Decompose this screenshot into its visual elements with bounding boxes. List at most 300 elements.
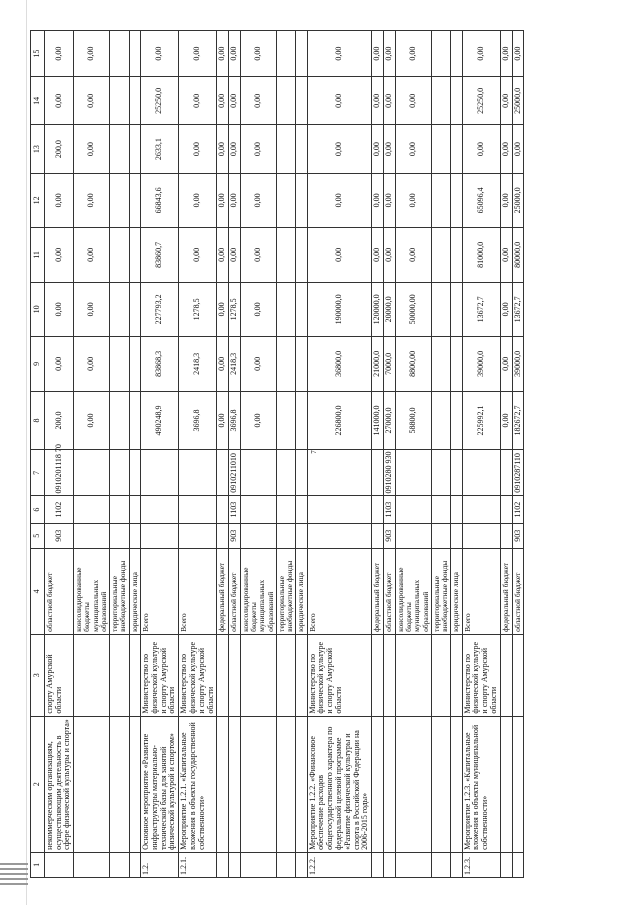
code-rzpr: 1103: [384, 496, 396, 523]
amount-cell: 0,00: [372, 173, 384, 228]
column-header: 3: [31, 634, 45, 716]
row-number: [372, 852, 384, 877]
amount-cell: [129, 31, 140, 77]
amount-cell: 0,00: [179, 31, 217, 77]
amount-cell: 0,00: [179, 173, 217, 228]
amount-cell: 0,00: [229, 173, 241, 228]
amount-cell: 0,00: [384, 77, 396, 125]
amount-cell: [431, 228, 451, 283]
amount-cell: [129, 77, 140, 125]
amount-cell: 0,00: [500, 391, 512, 450]
amount-cell: 39000,0: [462, 337, 500, 392]
amount-cell: 1278,5: [179, 282, 217, 337]
code-csr: 0910280 930: [384, 450, 396, 496]
amount-cell: 0,00: [512, 125, 524, 173]
page-number: 7: [309, 450, 318, 454]
amount-cell: [431, 31, 451, 77]
measure-name: Мероприятие 1.2.2. «Финансовое обеспечение расходов общегосударственного характера по федеральной целевой программе «Развитие физической культуры и спорта в Российской Федерации на 2006-2015 годы»: [307, 716, 372, 852]
amount-cell: 0,00: [240, 282, 276, 337]
amount-cell: 0,00: [44, 337, 73, 392]
executor: Министерство по физической культуре и спорту Амурской области: [462, 634, 500, 716]
table-row: [217, 31, 229, 878]
code-grbs: [110, 523, 130, 548]
amount-cell: 27000,0: [384, 391, 396, 450]
code-rzpr: 1102: [512, 496, 524, 523]
amount-cell: [451, 125, 462, 173]
column-header: 13: [31, 125, 45, 173]
amount-cell: 0,00: [229, 228, 241, 283]
code-rzpr: [217, 496, 229, 523]
row-number: [500, 852, 512, 877]
amount-cell: 0,00: [240, 228, 276, 283]
amount-cell: [110, 173, 130, 228]
code-rzpr: [276, 496, 296, 523]
funding-source: федеральный бюджет: [217, 548, 229, 634]
amount-cell: 0,00: [307, 31, 372, 77]
amount-cell: [276, 77, 296, 125]
executor: Министерство по физической культуре и спорту Амурской области: [179, 634, 217, 716]
funding-source: юридические лица: [129, 548, 140, 634]
table-row: [451, 31, 462, 878]
code-rzpr: [462, 496, 500, 523]
amount-cell: 0,00: [384, 125, 396, 173]
measure-name: Мероприятие 1.2.3. «Капитальные вложения в объекты муниципальной собственности»: [462, 716, 500, 852]
amount-cell: 0,00: [179, 228, 217, 283]
amount-cell: 0,00: [217, 228, 229, 283]
executor: [110, 634, 130, 716]
amount-cell: 0,00: [307, 77, 372, 125]
code-grbs: [217, 523, 229, 548]
amount-cell: 0,00: [307, 228, 372, 283]
amount-cell: [129, 228, 140, 283]
amount-cell: 2418,3: [229, 337, 241, 392]
code-csr: [500, 450, 512, 496]
column-header: 12: [31, 173, 45, 228]
amount-cell: 0,00: [44, 173, 73, 228]
amount-cell: [296, 173, 307, 228]
amount-cell: 0,00: [229, 31, 241, 77]
funding-source: областной бюджет: [512, 548, 524, 634]
amount-cell: [276, 125, 296, 173]
amount-cell: 182672,7: [512, 391, 524, 450]
amount-cell: [129, 337, 140, 392]
amount-cell: 25000,0: [512, 173, 524, 228]
executor: [395, 634, 431, 716]
funding-source: Всего: [140, 548, 178, 634]
amount-cell: 0,00: [240, 31, 276, 77]
code-csr: [431, 450, 451, 496]
amount-cell: [296, 337, 307, 392]
executor: [129, 634, 140, 716]
amount-cell: 0,00: [372, 228, 384, 283]
code-rzpr: [431, 496, 451, 523]
amount-cell: 0,00: [229, 125, 241, 173]
executor: спорту Амурской области: [44, 634, 73, 716]
amount-cell: 0,00: [179, 77, 217, 125]
amount-cell: 0,00: [74, 228, 110, 283]
funding-source: консолидированные бюджеты муниципальных образований: [74, 548, 110, 634]
amount-cell: 0,00: [44, 228, 73, 283]
code-rzpr: 1102: [44, 496, 73, 523]
amount-cell: 3696,8: [229, 391, 241, 450]
funding-source: территориальные внебюджетные фонды: [431, 548, 451, 634]
amount-cell: 0,00: [140, 31, 178, 77]
amount-cell: 0,00: [74, 337, 110, 392]
row-number: [431, 852, 451, 877]
amount-cell: 0,00: [74, 77, 110, 125]
amount-cell: 0,00: [217, 125, 229, 173]
measure-name: Мероприятие 1.2.1. «Капитальные вложения в объекты государственной собственности»: [179, 716, 217, 852]
executor: [296, 634, 307, 716]
code-csr: 0910201118 70: [44, 450, 73, 496]
amount-cell: 226800,0: [307, 391, 372, 450]
funding-source: Всего: [462, 548, 500, 634]
code-rzpr: [129, 496, 140, 523]
row-number: [395, 852, 431, 877]
executor: [384, 634, 396, 716]
amount-cell: 0,00: [217, 337, 229, 392]
row-number: [129, 852, 140, 877]
amount-cell: [451, 77, 462, 125]
executor: [217, 634, 229, 716]
amount-cell: 0,00: [372, 77, 384, 125]
funding-source: Всего: [179, 548, 217, 634]
funding-source: консолидированные бюджеты муниципальных образований: [240, 548, 276, 634]
table-row: [395, 31, 431, 878]
measure-name: [217, 716, 229, 852]
measure-name: [372, 716, 384, 852]
amount-cell: [296, 391, 307, 450]
amount-cell: 0,00: [384, 173, 396, 228]
amount-cell: 0,00: [395, 228, 431, 283]
code-csr: 0910287110: [512, 450, 524, 496]
code-rzpr: 1103: [229, 496, 241, 523]
amount-cell: 0,00: [500, 31, 512, 77]
amount-cell: 0,00: [462, 125, 500, 173]
amount-cell: [129, 391, 140, 450]
amount-cell: 0,00: [500, 337, 512, 392]
table-row: [500, 31, 512, 878]
code-rzpr: [296, 496, 307, 523]
row-number: [512, 852, 524, 877]
measure-name: Основное мероприятие «Развитие инфраструктуры материально-технической базы для занятий физической культурой и спортом»: [140, 716, 178, 852]
row-number: [276, 852, 296, 877]
amount-cell: 0,00: [217, 31, 229, 77]
code-csr: [110, 450, 130, 496]
amount-cell: [129, 125, 140, 173]
column-header: 15: [31, 31, 45, 77]
table-row: [179, 31, 217, 878]
table-row: [307, 31, 372, 878]
sheet-edge: [26, 0, 27, 905]
funding-source: юридические лица: [451, 548, 462, 634]
funding-source: федеральный бюджет: [372, 548, 384, 634]
amount-cell: 39000,0: [512, 337, 524, 392]
column-header: 11: [31, 228, 45, 283]
amount-cell: 7000,0: [384, 337, 396, 392]
amount-cell: 0,00: [179, 125, 217, 173]
header-row: [31, 31, 45, 878]
funding-source: Всего: [307, 548, 372, 634]
code-grbs: 903: [229, 523, 241, 548]
row-number: [217, 852, 229, 877]
amount-cell: 0,00: [44, 31, 73, 77]
amount-cell: [296, 31, 307, 77]
measure-name: [110, 716, 130, 852]
amount-cell: 0,00: [217, 173, 229, 228]
code-csr: 0910211010: [229, 450, 241, 496]
table-row: [44, 31, 73, 878]
amount-cell: 0,00: [462, 31, 500, 77]
amount-cell: 0,00: [307, 173, 372, 228]
executor: [512, 634, 524, 716]
amount-cell: 0,00: [74, 391, 110, 450]
code-grbs: [276, 523, 296, 548]
funding-source: областной бюджет: [44, 548, 73, 634]
funding-source: областной бюджет: [384, 548, 396, 634]
amount-cell: 0,00: [240, 173, 276, 228]
amount-cell: 65096,4: [462, 173, 500, 228]
amount-cell: 0,00: [384, 228, 396, 283]
code-csr: [307, 450, 372, 496]
amount-cell: [296, 125, 307, 173]
amount-cell: 0,00: [44, 282, 73, 337]
funding-source: территориальные внебюджетные фонды: [110, 548, 130, 634]
measure-name: [296, 716, 307, 852]
amount-cell: [451, 391, 462, 450]
row-number: [384, 852, 396, 877]
executor: [229, 634, 241, 716]
column-header: 10: [31, 282, 45, 337]
amount-cell: 0,00: [395, 173, 431, 228]
amount-cell: [296, 228, 307, 283]
code-csr: [217, 450, 229, 496]
code-grbs: [74, 523, 110, 548]
amount-cell: 83868,3: [140, 337, 178, 392]
funding-source: консолидированные бюджеты муниципальных образований: [395, 548, 431, 634]
amount-cell: 0,00: [500, 282, 512, 337]
amount-cell: [276, 391, 296, 450]
code-grbs: [129, 523, 140, 548]
amount-cell: 0,00: [44, 77, 73, 125]
amount-cell: 200,0: [44, 125, 73, 173]
code-grbs: 903: [512, 523, 524, 548]
document-frame: [30, 30, 612, 878]
amount-cell: [431, 282, 451, 337]
row-number: [110, 852, 130, 877]
column-header: 2: [31, 716, 45, 852]
amount-cell: 0,00: [500, 228, 512, 283]
measure-name: [384, 716, 396, 852]
executor: [500, 634, 512, 716]
measure-name: [431, 716, 451, 852]
amount-cell: 0,00: [372, 31, 384, 77]
measure-name: [451, 716, 462, 852]
table-row: [229, 31, 241, 878]
executor: [276, 634, 296, 716]
code-grbs: [395, 523, 431, 548]
amount-cell: 0,00: [395, 31, 431, 77]
code-csr: [462, 450, 500, 496]
amount-cell: [276, 228, 296, 283]
code-csr: [296, 450, 307, 496]
row-number: [451, 852, 462, 877]
amount-cell: [110, 282, 130, 337]
amount-cell: [296, 77, 307, 125]
amount-cell: 25000,0: [512, 77, 524, 125]
column-header: 9: [31, 337, 45, 392]
code-grbs: 903: [44, 523, 73, 548]
amount-cell: [276, 337, 296, 392]
column-header: 14: [31, 77, 45, 125]
table-row: [129, 31, 140, 878]
amount-cell: 66843,6: [140, 173, 178, 228]
amount-cell: 0,00: [500, 77, 512, 125]
code-csr: [129, 450, 140, 496]
amount-cell: 0,00: [240, 337, 276, 392]
amount-cell: 0,00: [372, 125, 384, 173]
amount-cell: 13672,7: [462, 282, 500, 337]
amount-cell: 3696,8: [179, 391, 217, 450]
budget-table: [30, 30, 524, 878]
measure-name: [74, 716, 110, 852]
amount-cell: [276, 282, 296, 337]
amount-cell: 0,00: [512, 31, 524, 77]
measure-name: [240, 716, 276, 852]
amount-cell: 2418,3: [179, 337, 217, 392]
amount-cell: 0,00: [500, 125, 512, 173]
amount-cell: 0,00: [217, 391, 229, 450]
table-row: [240, 31, 276, 878]
amount-cell: [110, 228, 130, 283]
amount-cell: 0,00: [74, 31, 110, 77]
amount-cell: [129, 173, 140, 228]
amount-cell: 2633,1: [140, 125, 178, 173]
funding-source: областной бюджет: [229, 548, 241, 634]
executor: Министерство по физической культуре и спорту Амурской области: [307, 634, 372, 716]
table-row: [431, 31, 451, 878]
table-row: [372, 31, 384, 878]
amount-cell: [276, 173, 296, 228]
code-grbs: 903: [384, 523, 396, 548]
code-grbs: [240, 523, 276, 548]
code-csr: [276, 450, 296, 496]
amount-cell: 58800,0: [395, 391, 431, 450]
amount-cell: 80000,0: [512, 228, 524, 283]
row-number: [74, 852, 110, 877]
amount-cell: 21000,0: [372, 337, 384, 392]
code-rzpr: [74, 496, 110, 523]
measure-name: [395, 716, 431, 852]
code-rzpr: [395, 496, 431, 523]
amount-cell: 120000,0: [372, 282, 384, 337]
table-row: [512, 31, 524, 878]
amount-cell: 0,00: [500, 173, 512, 228]
code-rzpr: [500, 496, 512, 523]
amount-cell: [451, 31, 462, 77]
code-csr: [372, 450, 384, 496]
amount-cell: 0,00: [240, 391, 276, 450]
funding-source: территориальные внебюджетные фонды: [276, 548, 296, 634]
row-number: 1.2.3.: [462, 852, 500, 877]
measure-name: [129, 716, 140, 852]
executor: [451, 634, 462, 716]
executor: [431, 634, 451, 716]
table-row: [140, 31, 178, 878]
row-number: 1.2.2.: [307, 852, 372, 877]
amount-cell: [296, 282, 307, 337]
row-number: [240, 852, 276, 877]
table-row: [384, 31, 396, 878]
executor: Министерство по физической культуре и спорту Амурской области: [140, 634, 178, 716]
code-csr: [74, 450, 110, 496]
amount-cell: 0,00: [74, 173, 110, 228]
amount-cell: 13672,7: [512, 282, 524, 337]
amount-cell: [129, 282, 140, 337]
code-grbs: [462, 523, 500, 548]
amount-cell: 20000,0: [384, 282, 396, 337]
amount-cell: 0,00: [384, 31, 396, 77]
amount-cell: 0,00: [240, 77, 276, 125]
amount-cell: 200,0: [44, 391, 73, 450]
amount-cell: [451, 337, 462, 392]
executor: [372, 634, 384, 716]
code-grbs: [431, 523, 451, 548]
amount-cell: 490248,9: [140, 391, 178, 450]
code-csr: [395, 450, 431, 496]
table-row: [276, 31, 296, 878]
column-header: 1: [31, 852, 45, 877]
executor: [240, 634, 276, 716]
code-rzpr: [240, 496, 276, 523]
amount-cell: 227793,2: [140, 282, 178, 337]
code-csr: [140, 450, 178, 496]
amount-cell: [431, 77, 451, 125]
amount-cell: 0,00: [74, 282, 110, 337]
funding-source: юридические лица: [296, 548, 307, 634]
table-row: [296, 31, 307, 878]
amount-cell: [431, 173, 451, 228]
code-rzpr: [110, 496, 130, 523]
amount-cell: 8800,00: [395, 337, 431, 392]
code-grbs: [451, 523, 462, 548]
amount-cell: 25250,0: [462, 77, 500, 125]
amount-cell: [431, 391, 451, 450]
table-row: [462, 31, 500, 878]
amount-cell: [276, 31, 296, 77]
code-rzpr: [451, 496, 462, 523]
code-csr: [179, 450, 217, 496]
code-rzpr: [140, 496, 178, 523]
code-grbs: [296, 523, 307, 548]
column-header: 7: [31, 450, 45, 496]
amount-cell: [110, 77, 130, 125]
executor: [74, 634, 110, 716]
code-rzpr: [372, 496, 384, 523]
funding-source: федеральный бюджет: [500, 548, 512, 634]
code-grbs: [372, 523, 384, 548]
code-rzpr: [179, 496, 217, 523]
amount-cell: [451, 173, 462, 228]
row-number: 1.2.1.: [179, 852, 217, 877]
amount-cell: 36800,0: [307, 337, 372, 392]
amount-cell: 0,00: [217, 77, 229, 125]
row-number: [229, 852, 241, 877]
amount-cell: 83860,7: [140, 228, 178, 283]
code-grbs: [179, 523, 217, 548]
amount-cell: [110, 337, 130, 392]
measure-name: [276, 716, 296, 852]
